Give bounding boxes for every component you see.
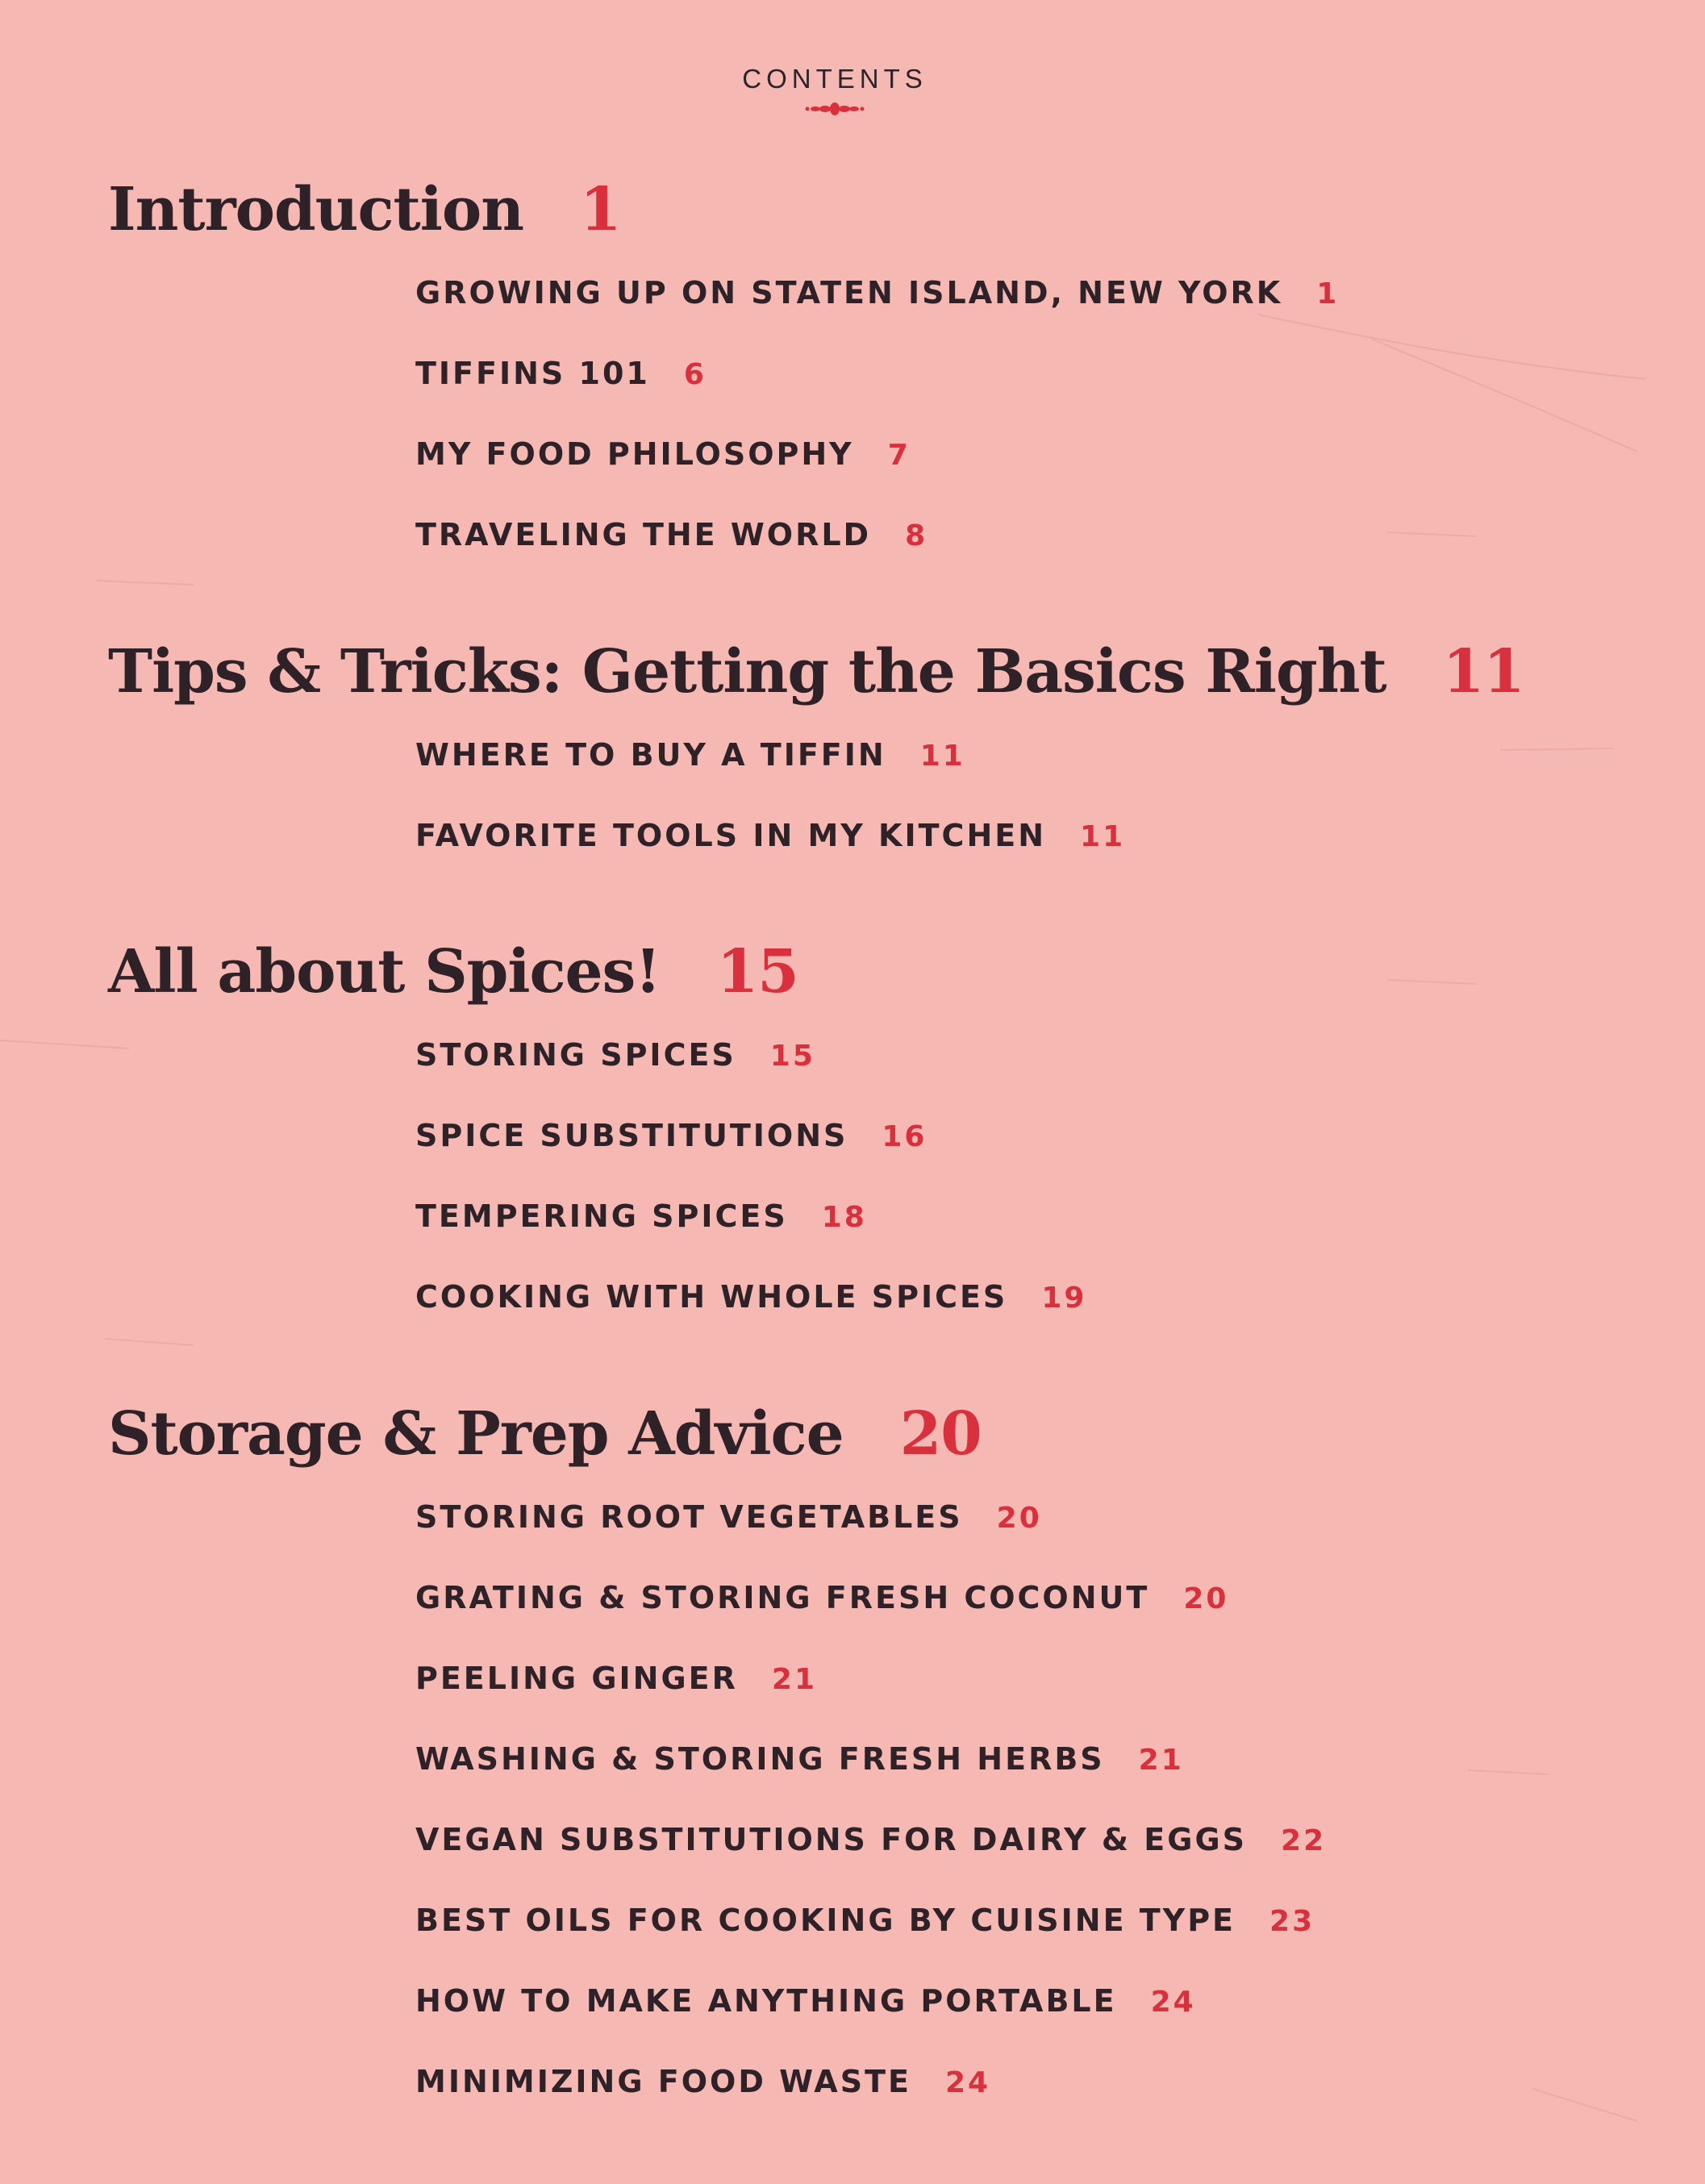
entry-page-number: 21 — [1138, 1744, 1184, 1777]
entry-list — [415, 1031, 1086, 1353]
section-page-number: 20 — [899, 1399, 982, 1469]
entry-page-number: 20 — [1183, 1582, 1229, 1615]
toc-entry[interactable] — [415, 1273, 1086, 1353]
toc-entry[interactable] — [415, 1815, 1326, 1896]
entry-title: WASHING & STORING FRESH HERBS — [415, 1741, 1105, 1777]
entry-page-number: 6 — [683, 358, 707, 391]
toc-entry[interactable] — [415, 430, 1339, 511]
section-title: Introduction — [108, 175, 523, 244]
entry-list — [415, 269, 1339, 591]
section-heading[interactable] — [108, 173, 621, 246]
toc-entry[interactable] — [415, 731, 1125, 811]
entry-title: FAVORITE TOOLS IN MY KITCHEN — [415, 818, 1047, 853]
entry-title: TEMPERING SPICES — [415, 1198, 788, 1234]
entry-list — [415, 1493, 1326, 2138]
entry-page-number: 11 — [919, 740, 965, 773]
entry-page-number: 21 — [771, 1663, 817, 1696]
entry-page-number: 11 — [1080, 820, 1126, 853]
toc-entry[interactable] — [415, 1493, 1326, 1573]
section-title: Storage & Prep Advice — [108, 1399, 844, 1469]
entry-title: HOW TO MAKE ANYTHING PORTABLE — [415, 1983, 1117, 2019]
entry-page-number: 18 — [821, 1201, 867, 1234]
entry-page-number: 24 — [1150, 1986, 1196, 2019]
section-heading[interactable] — [108, 636, 1524, 708]
entry-page-number: 23 — [1269, 1905, 1315, 1938]
toc-entry[interactable] — [415, 1735, 1326, 1815]
entry-title: WHERE TO BUY A TIFFIN — [415, 737, 886, 773]
entry-title: STORING SPICES — [415, 1037, 736, 1073]
toc-entry[interactable] — [415, 349, 1339, 430]
floral-ornament-icon — [802, 97, 867, 121]
entry-page-number: 19 — [1041, 1282, 1087, 1315]
section-title: Tips & Tricks: Getting the Basics Right — [108, 637, 1386, 706]
entry-title: GRATING & STORING FRESH COCONUT — [415, 1580, 1150, 1615]
entry-page-number: 24 — [944, 2066, 991, 2099]
toc-entry[interactable] — [415, 1111, 1086, 1192]
toc-entry[interactable] — [415, 2057, 1326, 2138]
entry-title: VEGAN SUBSTITUTIONS FOR DAIRY & EGGS — [415, 1822, 1248, 1857]
entry-title: COOKING WITH WHOLE SPICES — [415, 1279, 1008, 1315]
section-heading[interactable] — [108, 1398, 982, 1470]
section-page-number: 15 — [716, 937, 798, 1007]
entry-title: PEELING GINGER — [415, 1661, 738, 1696]
entry-page-number: 15 — [769, 1040, 815, 1073]
toc-entry[interactable] — [415, 511, 1339, 591]
entry-page-number: 7 — [887, 439, 911, 472]
toc-entry[interactable] — [415, 1031, 1086, 1111]
entry-page-number: 22 — [1281, 1824, 1327, 1857]
toc-entry[interactable] — [415, 1896, 1326, 1977]
entry-page-number: 8 — [905, 519, 928, 552]
toc-entry[interactable] — [415, 1654, 1326, 1735]
entry-page-number: 1 — [1316, 277, 1340, 311]
entry-title: TRAVELING THE WORLD — [415, 517, 872, 552]
entry-list — [415, 731, 1125, 892]
toc-entry[interactable] — [415, 811, 1125, 892]
toc-entry[interactable] — [415, 269, 1339, 349]
entry-title: STORING ROOT VEGETABLES — [415, 1499, 963, 1535]
toc-entry[interactable] — [415, 1573, 1326, 1654]
entry-title: SPICE SUBSTITUTIONS — [415, 1118, 848, 1153]
toc-entry[interactable] — [415, 1977, 1326, 2057]
contents-header — [0, 63, 1670, 121]
entry-page-number: 20 — [996, 1502, 1042, 1535]
contents-label: CONTENTS — [742, 64, 928, 94]
section-title: All about Spices! — [108, 937, 661, 1007]
section-page-number: 11 — [1442, 637, 1524, 706]
entry-page-number: 16 — [882, 1120, 928, 1153]
toc-entry[interactable] — [415, 1192, 1086, 1273]
entry-title: BEST OILS FOR COOKING BY CUISINE TYPE — [415, 1903, 1236, 1938]
entry-title: MY FOOD PHILOSOPHY — [415, 436, 854, 472]
entry-title: GROWING UP ON STATEN ISLAND, NEW YORK — [415, 275, 1283, 311]
section-page-number: 1 — [580, 175, 621, 244]
entry-title: MINIMIZING FOOD WASTE — [415, 2064, 911, 2099]
entry-title: TIFFINS 101 — [415, 356, 650, 391]
section-heading[interactable] — [108, 936, 798, 1008]
